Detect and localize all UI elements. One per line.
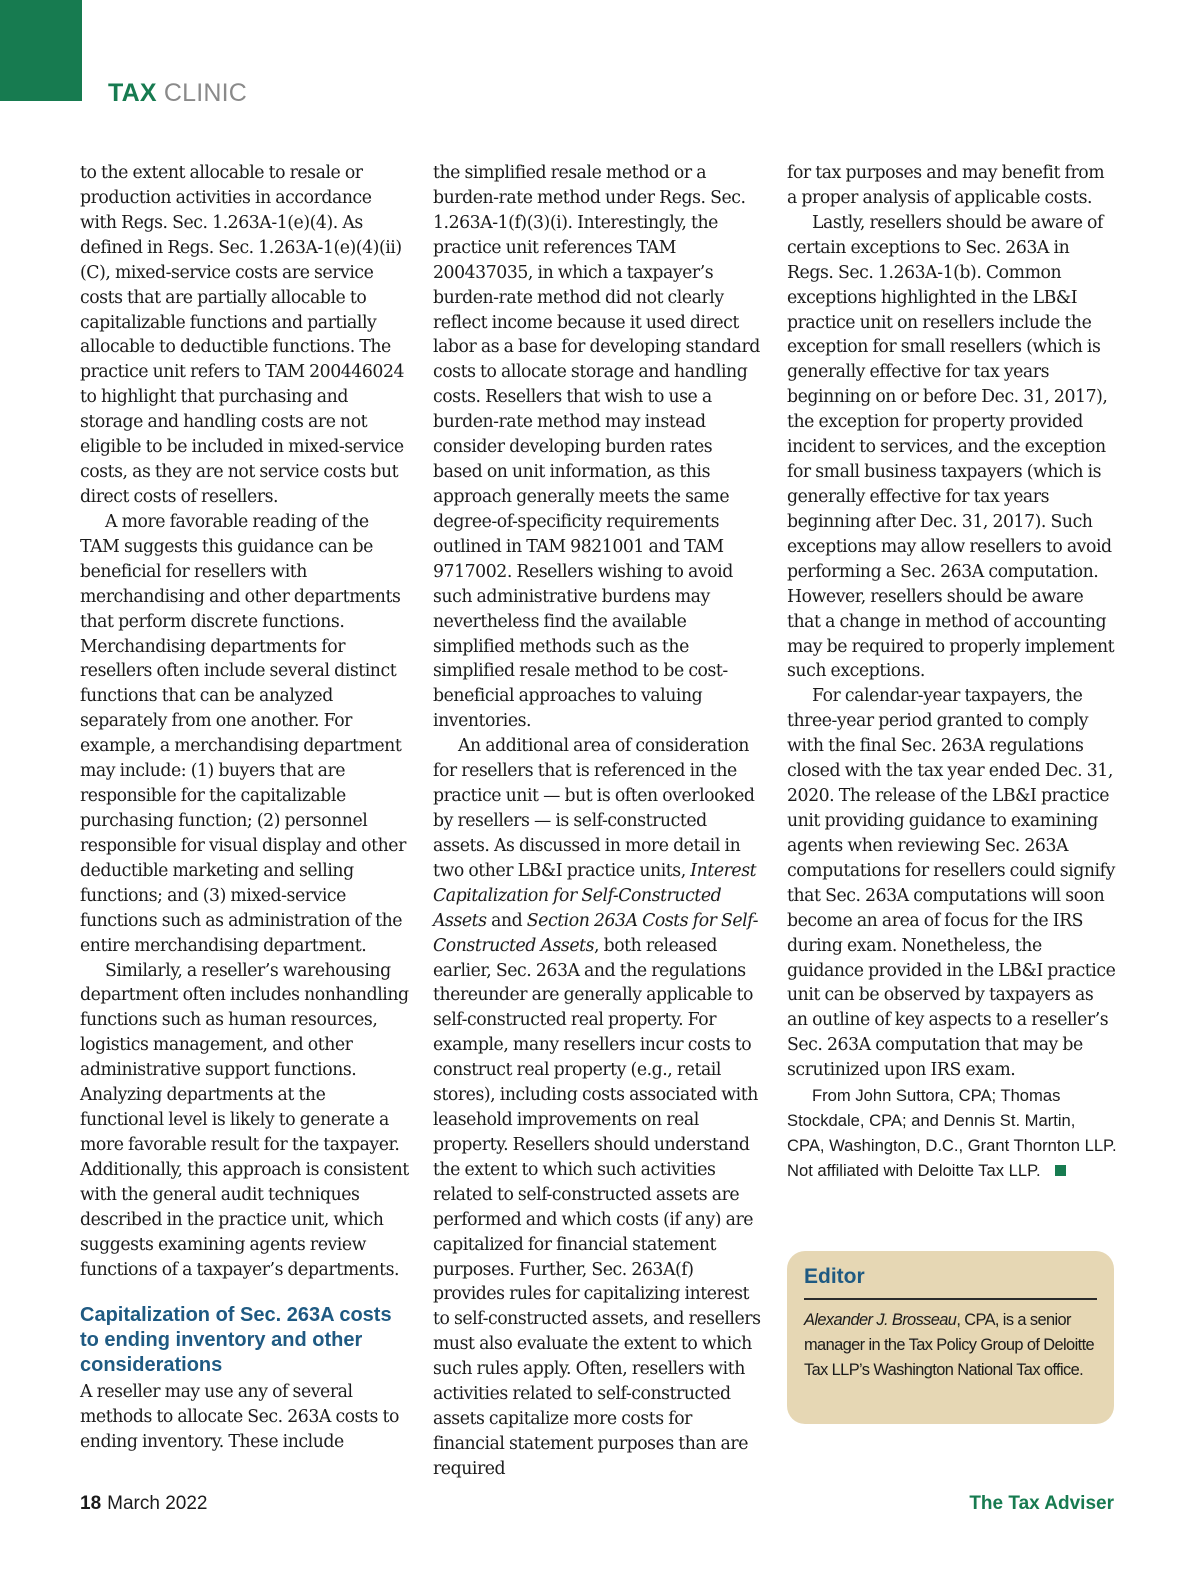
- end-of-article-square-icon: [1055, 1165, 1066, 1176]
- editor-box: [787, 1251, 1114, 1424]
- paragraph: Lastly, resellers should be aware of certain exceptions to Sec. 263A in Regs. Sec. 1.263A-1(b). Common exceptions highlighted in the LB&I practice unit on resellers include the exception for small resellers (which is generally effective for tax years beginning on or before Dec. 31, 2017), the exception for property provided incident to services, and the exception for small business taxpayers (which is generally effective for tax years beginning after Dec. 31, 2017). Such exceptions may allow resellers to avoid performing a Sec. 263A computation. However, resellers should be aware that a change in method of accounting may be required to properly implement such exceptions.: [787, 212, 1115, 682]
- article-column-2: [433, 161, 763, 1482]
- practice-unit-title: Interest Capitalization for Self-Constructed Assets: [433, 860, 757, 931]
- article-column-1: [80, 161, 410, 1455]
- paragraph: Similarly, a reseller’s warehousing department often includes nonhandling functions such as human resources, logistics management, and other administrative support functions. Analyzing departments at the functional level is likely to generate a more favorable result for the taxpayer. Additionally, this approach is consistent with the general audit techniques described in the practice unit, which suggests examining agents review functions of a taxpayer’s departments.: [80, 960, 409, 1280]
- paragraph: the simplified resale method or a burden-rate method under Regs. Sec. 1.263A-1(f)(3)(i). Interestingly, the practice unit references TAM 200437035, in which a taxpayer’s burden-rate method did not clearly reflect income because it used direct labor as a base for developing standard costs to allocate storage and handling costs. Resellers that wish to use a burden-rate method may instead consider developing burden rates based on unit information, as this approach generally meets the same degree-of-specificity requirements outlined in TAM 9821001 and TAM 9717002. Resellers wishing to avoid such administrative burdens may nevertheless find the available simplified methods such as the simplified resale method to be cost-beneficial approaches to valuing inventories.: [433, 163, 760, 732]
- page-number: 18: [80, 1493, 102, 1514]
- paragraph: to the extent allocable to resale or production activities in accordance with Regs. Sec. 1.263A-1(e)(4). As defined in Regs. Sec. 1.263A-1(e)(4)(ii)(C), mixed-service costs are service costs that are partially allocable to capitalizable functions and partially allocable to deductible functions. The practice unit refers to TAM 200446024 to highlight that purchasing and storage and handling costs are not eligible to be included in mixed-service costs, as they are not service costs but direct costs of resellers.: [80, 163, 405, 507]
- text-run: and: [486, 910, 527, 931]
- footer-page-info: [80, 1493, 207, 1515]
- section-subheading: Capitalization of Sec. 263A costs to ending inventory and other considerations: [80, 1304, 392, 1377]
- editor-bio-text: , CPA, is a senior manager in the Tax Policy Group of Deloitte Tax LLP’s Washington National Tax office.: [804, 1311, 1095, 1379]
- author-byline: [787, 1083, 1117, 1183]
- publication-name: The Tax Adviser: [969, 1493, 1114, 1514]
- paragraph: A reseller may use any of several methods to allocate Sec. 263A costs to ending inventory. These include: [80, 1382, 399, 1453]
- editor-name: Alexander J. Brosseau: [804, 1311, 957, 1329]
- editor-box-title: Editor: [804, 1265, 865, 1288]
- header-accent-block: [0, 0, 82, 101]
- paragraph: A more favorable reading of the TAM suggests this guidance can be beneficial for resellers with merchandising and other departments that perform discrete functions. Merchandising departments for resellers often include several distinct functions that can be analyzed separately from one another. For example, a merchandising department may include: (1) buyers that are responsible for the capitalizable purchasing function; (2) personnel responsible for visual display and other deductible marketing and selling functions; and (3) mixed-service functions such as administration of the entire merchandising department.: [80, 511, 406, 956]
- text-run: , both released earlier, Sec. 263A and the regulations thereunder are generally applicable to self-constructed real property. For example, many resellers incur costs to construct real property (e.g., retail stores), including costs associated with leasehold improvements on real property. Resellers should understand the extent to which such activities related to self-constructed assets are performed and which costs (if any) are capitalized for financial statement purposes. Further, Sec. 263A(f) provides rules for capitalizing interest to self-constructed assets, and resellers must also evaluate the extent to which such rules apply. Often, resellers with activities related to self-constructed assets capitalize more costs for financial statement purposes than are required: [433, 935, 761, 1479]
- section-label-light: CLINIC: [163, 79, 248, 107]
- editor-bio: [804, 1308, 1104, 1383]
- section-label-bold: TAX: [108, 79, 157, 107]
- article-column-3: [787, 161, 1117, 1183]
- section-label: [108, 78, 247, 108]
- text-run: An additional area of consideration for resellers that is referenced in the practice unit — but is often overlooked by resellers — is self-constructed assets. As discussed in more detail in two other LB&I practice units,: [433, 736, 755, 881]
- issue-date: March 2022: [107, 1493, 208, 1514]
- editor-divider: [804, 1298, 1097, 1300]
- paragraph: [433, 734, 763, 1482]
- paragraph: For calendar-year taxpayers, the three-year period granted to comply with the final Sec. 263A regulations closed with the tax year ended Dec. 31, 2020. The release of the LB&I practice unit providing guidance to examining agents when reviewing Sec. 263A computations for resellers could signify that Sec. 263A computations will soon become an area of focus for the IRS during exam. Nonetheless, the guidance provided in the LB&I practice unit can be observed by taxpayers as an outline of key aspects to a reseller’s Sec. 263A computation that may be scrutinized upon IRS exam.: [787, 686, 1116, 1081]
- practice-unit-title: Section 263A Costs for Self-Constructed Assets: [433, 910, 758, 956]
- paragraph: for tax purposes and may benefit from a proper analysis of applicable costs.: [787, 163, 1105, 208]
- byline-text: From John Suttora, CPA; Thomas Stockdale, CPA; and Dennis St. Martin, CPA, Washington, D.C., Grant Thornton LLP. Not affiliated with Deloitte Tax LLP.: [787, 1086, 1117, 1181]
